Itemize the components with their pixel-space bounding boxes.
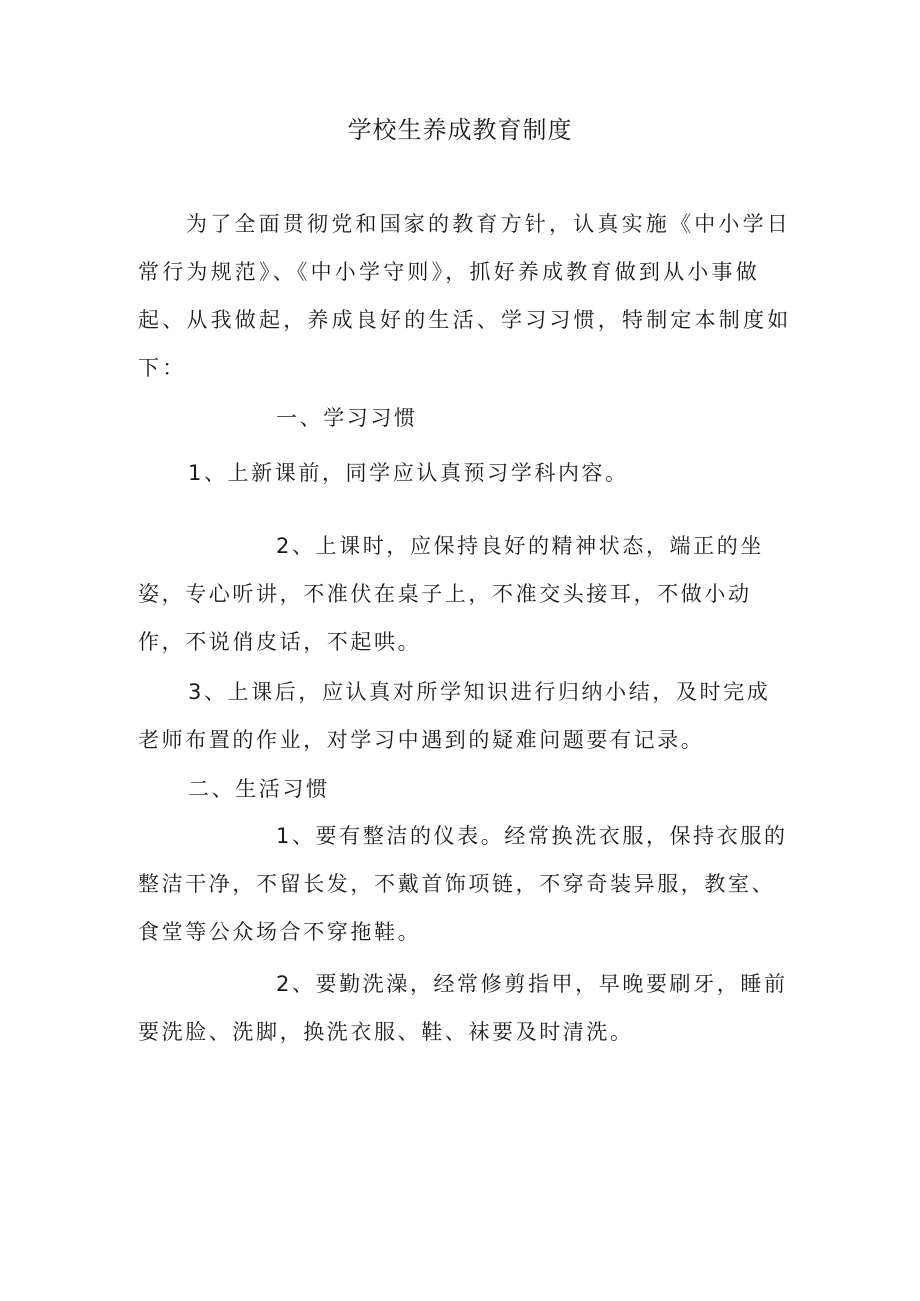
study-item-1: 1、上新课前，同学应认真预习学科内容。 [188, 461, 629, 485]
study-item-2: 2、上课时，应保持良好的精神状态，端正的坐姿，专心听讲，不准伏在桌子上，不准交头接耳，不做小动作，不说俏皮话，不起哄。 [138, 534, 764, 654]
life-item-2: 2、要勤洗澡，经常修剪指甲，早晚要刷牙，睡前要洗脸、洗脚，换洗衣服、鞋、袜要及时清洗。 [138, 972, 788, 1044]
study-item-3: 3、上课后，应认真对所学知识进行归纳小结，及时完成老师布置的作业，对学习中遇到的疑难问题要有记录。 [138, 680, 771, 752]
document-title: 学校生养成教育制度 [347, 116, 573, 144]
section-heading-life: 二、生活习惯 [188, 777, 330, 801]
section-heading-study: 一、学习习惯 [276, 406, 418, 430]
intro-paragraph: 为了全面贯彻党和国家的教育方针，认真实施《中小学日常行为规范》、《中小学守则》，抓好养成教育做到从小事做起、从我做起，养成良好的生活、学习习惯，特制定本制度如下： [138, 212, 792, 380]
life-item-1: 1、要有整洁的仪表。经常换洗衣服，保持衣服的整洁干净，不留长发，不戴首饰项链，不穿奇装异服，教室、食堂等公众场合不穿拖鞋。 [138, 824, 788, 944]
